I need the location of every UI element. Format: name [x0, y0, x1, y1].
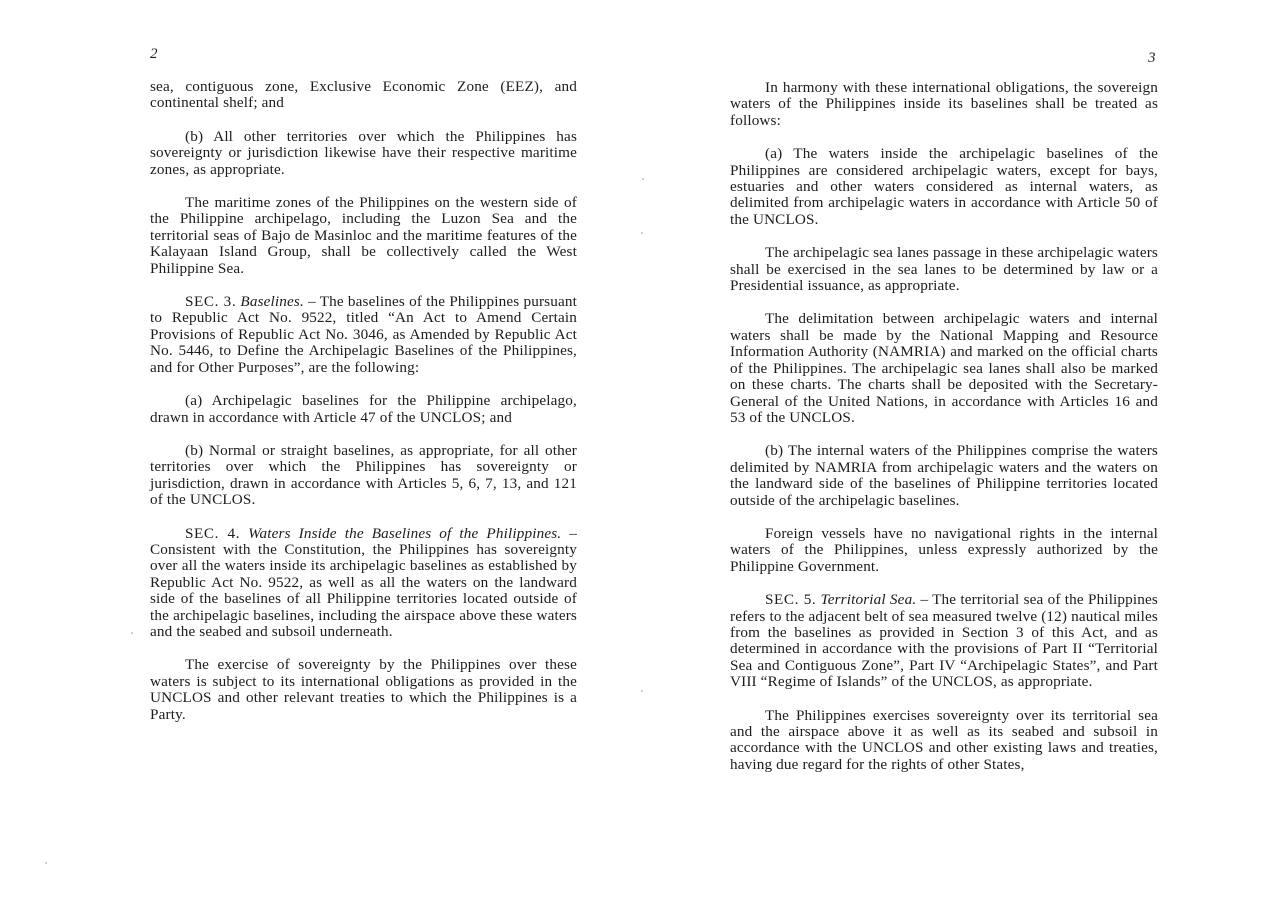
scan-speck [131, 632, 133, 634]
section-3-paragraph [150, 294, 577, 376]
page-number-left: 2 [150, 46, 158, 62]
paragraph: sea, contiguous zone, Exclusive Economic Zone (EEZ), and continental shelf; and [150, 78, 577, 112]
paragraph: (b) All other territories over which the Philippines has sovereignty or jurisdiction likewise have their respective maritime zones, as appropriate. [150, 127, 577, 178]
section-3-text: – The baselines of the Philippines pursuant to Republic Act No. 9522, titled “An Act to Amend Certain Provisions of Republic Act No. 3046, as Amended by Republic Act No. 5446, to Define the Archipelagic Baselines of the Philippines, and for Other Purposes”, are the following: [150, 293, 577, 376]
paragraph: Foreign vessels have no navigational rights in the internal waters of the Philippines, unless expressly authorized by the Philippine Government. [730, 524, 1158, 575]
section-4-text: – Consistent with the Constitution, the Philippines has sovereignty over all the waters inside its archipelagic baselines as established by Republic Act No. 9522, as well as all the waters on the landward side of the baselines of all Philippine territories located outside of the archipelagic baselines, including the airspace above these waters and the seabed and subsoil underneath. [150, 524, 577, 640]
scan-speck [641, 690, 643, 692]
section-4-title: Waters Inside the Baselines of the Philippines. [248, 524, 562, 542]
paragraph: In harmony with these international obligations, the sovereign waters of the Philippines inside its baselines shall be treated as follows: [730, 79, 1158, 129]
paragraph: The exercise of sovereignty by the Philippines over these waters is subject to its international obligations as provided in the UNCLOS and other relevant treaties to which the Philippines is a Party. [150, 656, 577, 723]
scan-speck [642, 178, 644, 180]
paragraph: The delimitation between archipelagic waters and internal waters shall be made by the National Mapping and Resource Information Authority (NAMRIA) and marked on the official charts of the Philippines. The archipelagic sea lanes shall also be marked on these charts. The charts shall be deposited with the Secretary-General of the United Nations, in accordance with Articles 16 and 53 of the UNCLOS. [730, 310, 1158, 426]
paragraph: (a) The waters inside the archipelagic baselines of the Philippines are considered archipelagic waters, except for bays, estuaries and other waters considered as internal waters, as delimited from archipelagic waters in accordance with Article 50 of the UNCLOS. [730, 145, 1158, 228]
left-page-column [150, 79, 577, 723]
section-5-title: Territorial Sea. [820, 591, 917, 609]
paragraph: The Philippines exercises sovereignty over its territorial sea and the airspace above it as well as its seabed and subsoil in accordance with the UNCLOS and other existing laws and treaties, having due regard for the rights of other States, [730, 706, 1158, 773]
section-3-title: Baselines. [240, 293, 304, 311]
section-4-paragraph [150, 526, 577, 641]
paragraph: (b) The internal waters of the Philippines comprise the waters delimited by NAMRIA from archipelagic waters and the waters on the landward side of the baselines of Philippine territories located outside of the archipelagic baselines. [730, 442, 1158, 509]
paragraph: (a) Archipelagic baselines for the Philippine archipelago, drawn in accordance with Article 47 of the UNCLOS; and [150, 392, 577, 426]
scan-speck [45, 862, 47, 864]
paragraph: (b) Normal or straight baselines, as appropriate, for all other territories over which the Philippines has sovereignty or jurisdiction, drawn in accordance with Articles 5, 6, 7, 13, and 121 of the UNCLOS. [150, 441, 577, 509]
section-5-paragraph [730, 592, 1158, 690]
paragraph: The maritime zones of the Philippines on the western side of the Philippine archipelago, including the Luzon Sea and the territorial seas of Bajo de Masinloc and the maritime features of the Kalayaan Island Group, shall be collectively called the West Philippine Sea. [150, 194, 577, 277]
section-5-heading: SEC. 5. [765, 591, 817, 609]
section-5-text: – The territorial sea of the Philippines refers to the adjacent belt of sea measured twelve (12) nautical miles from the baselines as provided in Section 3 of this Act, and as determined in accordance with the provisions of Part II “Territorial Sea and Contiguous Zone”, Part IV “Archipelagic States”, and Part VIII “Regime of Islands” of the UNCLOS, as appropriate. [730, 591, 1158, 691]
scan-speck [641, 232, 643, 234]
page-number-right: 3 [1148, 50, 1156, 66]
right-page-column [730, 80, 1158, 773]
section-3-heading: SEC. 3. [185, 293, 237, 311]
paragraph: The archipelagic sea lanes passage in these archipelagic waters shall be exercised in the sea lanes to be determined by law or a Presidential issuance, as appropriate. [730, 244, 1158, 295]
section-4-heading: SEC. 4. [185, 524, 241, 542]
